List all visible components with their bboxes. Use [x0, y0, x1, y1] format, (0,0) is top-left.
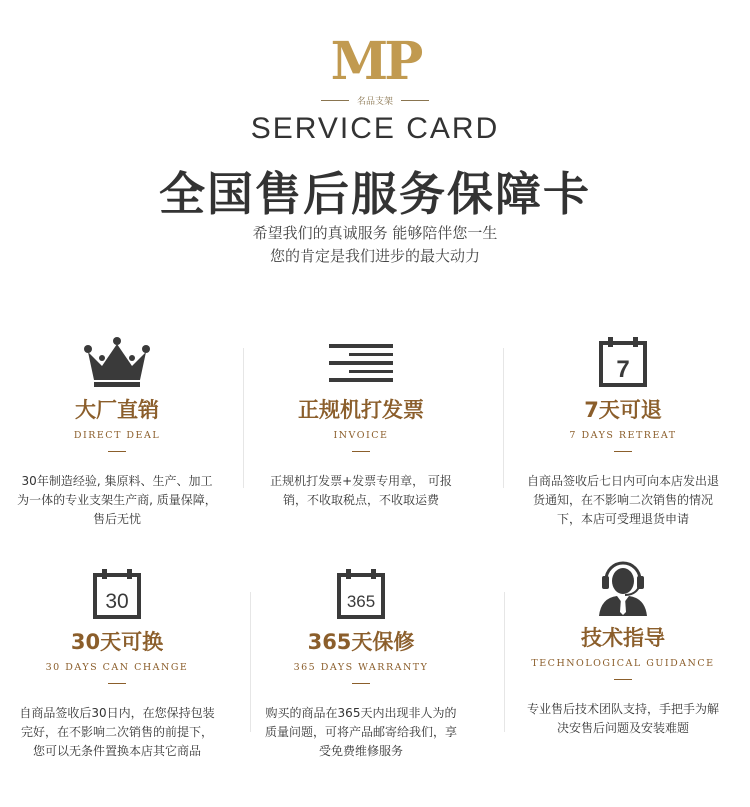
brand-logo: [0, 31, 750, 107]
invoice-lines-icon: [246, 330, 476, 388]
title-en: SERVICE CARD: [250, 112, 500, 145]
divider: [503, 348, 504, 488]
slogan-line-1: 希望我们的真诚服务 能够陪伴您一生: [252, 224, 498, 242]
card-subtitle: 7 DAYS RETREAT: [569, 430, 677, 441]
card-title: 30天可换: [70, 630, 164, 654]
card-dash: [352, 451, 370, 452]
card-title: 365天保修: [307, 630, 415, 654]
divider: [243, 348, 244, 488]
calendar-365-icon: [246, 562, 476, 620]
divider: [504, 592, 505, 732]
service-card-365-days: [246, 562, 476, 761]
card-subtitle: INVOICE: [333, 430, 389, 441]
logo-subtitle: [0, 94, 750, 107]
svg-text:30: 30: [105, 590, 129, 613]
card-title: 大厂直销: [75, 398, 159, 422]
card-subtitle: DIRECT DEAL: [73, 430, 161, 441]
slogan: [0, 222, 750, 268]
calendar-30-icon: [2, 562, 232, 620]
service-card-invoice: [246, 330, 476, 510]
logo-sub-text: 名品支架: [356, 97, 393, 107]
service-card-direct-deal: [2, 330, 232, 529]
slogan-line-2: 您的肯定是我们进步的最大动力: [269, 247, 480, 265]
card-subtitle: 365 DAYS WARRANTY: [293, 662, 429, 673]
service-card-30-days: [2, 562, 232, 761]
calendar-7-icon: [508, 330, 738, 388]
card-dash: [614, 451, 632, 452]
card-dash: [352, 683, 370, 684]
service-card-technical-guidance: [508, 558, 738, 738]
card-subtitle: TECHNOLOGICAL GUIDANCE: [531, 658, 715, 669]
card-description: 专业售后技术团队支持，手把手为解决安售后问题及安装难题: [526, 702, 719, 735]
title-cn: 全国售后服务保障卡: [159, 167, 591, 221]
card-title: 技术指导: [581, 626, 665, 650]
card-dash: [108, 451, 126, 452]
card-subtitle: 30 DAYS CAN CHANGE: [45, 662, 189, 673]
card-title: 7天可退: [584, 398, 662, 422]
card-dash: [108, 683, 126, 684]
card-description: 正规机打发票+发票专用章， 可报销，不收取税点，不收取运费: [270, 474, 452, 507]
logo-rule-right: [401, 100, 429, 101]
card-description: 自商品签收后30日内，在您保持包装完好，在不影响二次销售的前提下，您可以无条件置换本店其它商品: [19, 706, 215, 758]
card-description: 自商品签收后七日内可向本店发出退货通知，在不影响二次销售的情况下，本店可受理退货申请: [526, 474, 719, 526]
logo-rule-left: [321, 100, 349, 101]
card-title: 正规机打发票: [298, 398, 424, 422]
service-card-7-days: [508, 330, 738, 529]
svg-text:365: 365: [346, 592, 376, 611]
logo-mark: MP: [330, 31, 420, 92]
crown-icon: [2, 330, 232, 388]
svg-text:7: 7: [616, 356, 630, 383]
card-dash: [614, 679, 632, 680]
headset-support-icon: [508, 558, 738, 616]
card-description: 购买的商品在365天内出现非人为的质量问题，可将产品邮寄给我们，享受免费维修服务: [264, 706, 457, 758]
card-description: 30年制造经验, 集原料、生产、加工为一体的专业支架生产商, 质量保障，售后无忧: [17, 474, 217, 526]
